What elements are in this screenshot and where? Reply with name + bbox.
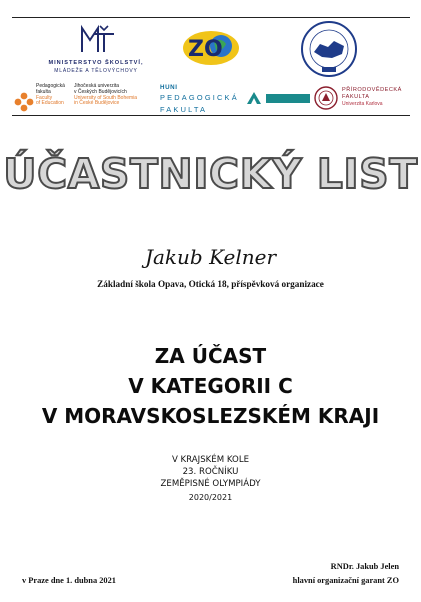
geographic-society-seal [300, 20, 358, 78]
logo-header [12, 18, 410, 126]
msmt-line1: MINISTERSTVO ŠKOLSTVÍ, [48, 60, 144, 66]
science-faculty-logo [314, 84, 410, 118]
pf-text [36, 84, 65, 107]
msmt-logo [42, 22, 150, 84]
zo-olympiad-logo [180, 24, 242, 68]
jcu-line1: Jihočeská univerzita [74, 83, 120, 89]
flower-icon [14, 92, 34, 112]
huni-line3: FAKULTA [160, 105, 208, 114]
jcu-line2: v Českých Budějovicích [74, 88, 127, 95]
signatory-name: RNDr. Jakub Jelen [330, 562, 399, 571]
seal-icon [300, 20, 358, 78]
jcu-line3: University of South Bohemia [74, 94, 138, 101]
msmt-mark-icon [80, 24, 116, 54]
pf-line1: Pedagogická [36, 83, 65, 89]
prf-line1: PŘÍRODOVĚDECKÁ [342, 87, 402, 93]
jcu-logo [74, 84, 158, 118]
zo-mark-text: ZO [188, 37, 223, 62]
pf-line2: fakulta [36, 88, 51, 95]
zo-logo-icon [180, 24, 242, 68]
pedagogical-faculty-logo [14, 84, 74, 118]
school-name: Základní škola Opava, Otická 18, příspěvková organizace [97, 279, 324, 289]
place-and-date: v Praze dne 1. dubna 2021 [22, 576, 116, 585]
huni-faculty-logo [160, 84, 246, 118]
pf-line3: Faculty [36, 94, 53, 101]
round-line-1: V KRAJSKÉM KOLE [171, 455, 250, 465]
prf-line3: Univerzita Karlova [342, 101, 383, 107]
certificate-title: ÚČASTNICKÝ LIST [3, 150, 418, 198]
header-bottom-rule [12, 115, 410, 116]
signatory-role: hlavní organizační garant ZO [292, 576, 399, 585]
award-line-2: V KATEGORII C [128, 374, 293, 398]
participant-name: Jakub Kelner [144, 245, 276, 269]
huni-line2: PEDAGOGICKÁ [160, 93, 239, 102]
partner-bar [266, 94, 310, 103]
jcu-text [74, 84, 137, 107]
round-line-3: ZEMĚPISNÉ OLYMPIÁDY [160, 479, 261, 489]
charles-university-seal-icon [314, 86, 338, 110]
round-line-2: 23. ROČNÍKU [182, 467, 239, 477]
school-year: 2020/2021 [188, 493, 233, 502]
partner-logo [244, 86, 312, 108]
award-line-3: V MORAVSKOSLEZSKÉM KRAJI [41, 404, 380, 428]
logo-row-secondary [12, 84, 410, 118]
jcu-line4: in České Budějovice [74, 100, 120, 107]
huni-line1: HUNI [160, 84, 178, 91]
award-line-1: ZA ÚČAST [154, 344, 267, 368]
msmt-line2: MLÁDEŽE A TĚLOVÝCHOVY [54, 68, 138, 74]
partner-mark-icon [246, 91, 262, 105]
prf-line2: FAKULTA [342, 94, 370, 100]
pf-line4: of Education [36, 100, 64, 107]
